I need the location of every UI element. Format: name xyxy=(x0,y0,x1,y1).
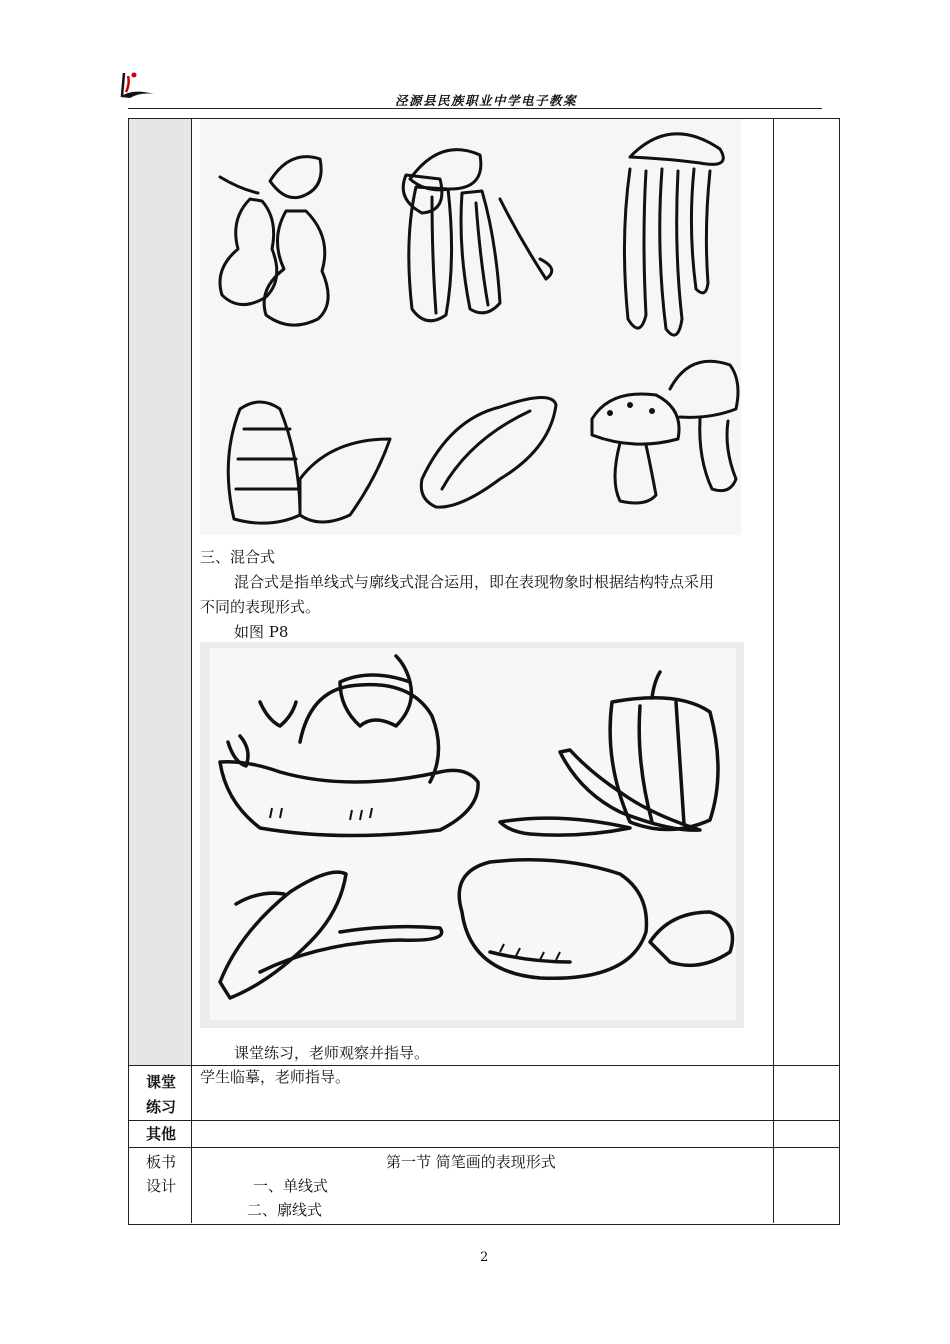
mixed-style-vegetables-illustration xyxy=(200,642,744,1028)
column-divider-right xyxy=(773,118,774,1223)
row-divider-2 xyxy=(128,1120,839,1121)
board-item-2: 二、廓线式 xyxy=(247,1201,323,1219)
header-rule xyxy=(128,108,822,109)
board-label-line-1: 板书 xyxy=(145,1153,176,1171)
board-item-1: 一、单线式 xyxy=(253,1177,329,1195)
outline-vegetables-illustration xyxy=(200,119,741,535)
practice-label-line-2: 练习 xyxy=(145,1098,176,1116)
practice-note: 课堂练习，老师观察并指导。 xyxy=(234,1044,430,1062)
practice-label-line-1: 课堂 xyxy=(145,1073,176,1091)
board-label-line-2: 设计 xyxy=(145,1177,176,1195)
school-logo xyxy=(118,70,160,100)
practice-text: 学生临摹，老师指导。 xyxy=(200,1068,351,1086)
page-number: 2 xyxy=(480,1250,489,1265)
figure-reference: 如图 P8 xyxy=(234,623,289,641)
other-label: 其他 xyxy=(145,1125,176,1143)
definition-line-2: 不同的表现形式。 xyxy=(200,598,321,616)
label-column-shade xyxy=(129,119,191,1065)
board-title: 第一节 简笔画的表现形式 xyxy=(386,1153,556,1171)
definition-line-1: 混合式是指单线式与廓线式混合运用，即在表现物象时根据结构特点采用 xyxy=(234,573,715,591)
row-divider-3 xyxy=(128,1147,839,1148)
section-heading: 三、混合式 xyxy=(200,548,276,566)
school-title: 泾源县民族职业中学电子教案 xyxy=(395,93,578,108)
column-divider-left xyxy=(191,118,192,1223)
